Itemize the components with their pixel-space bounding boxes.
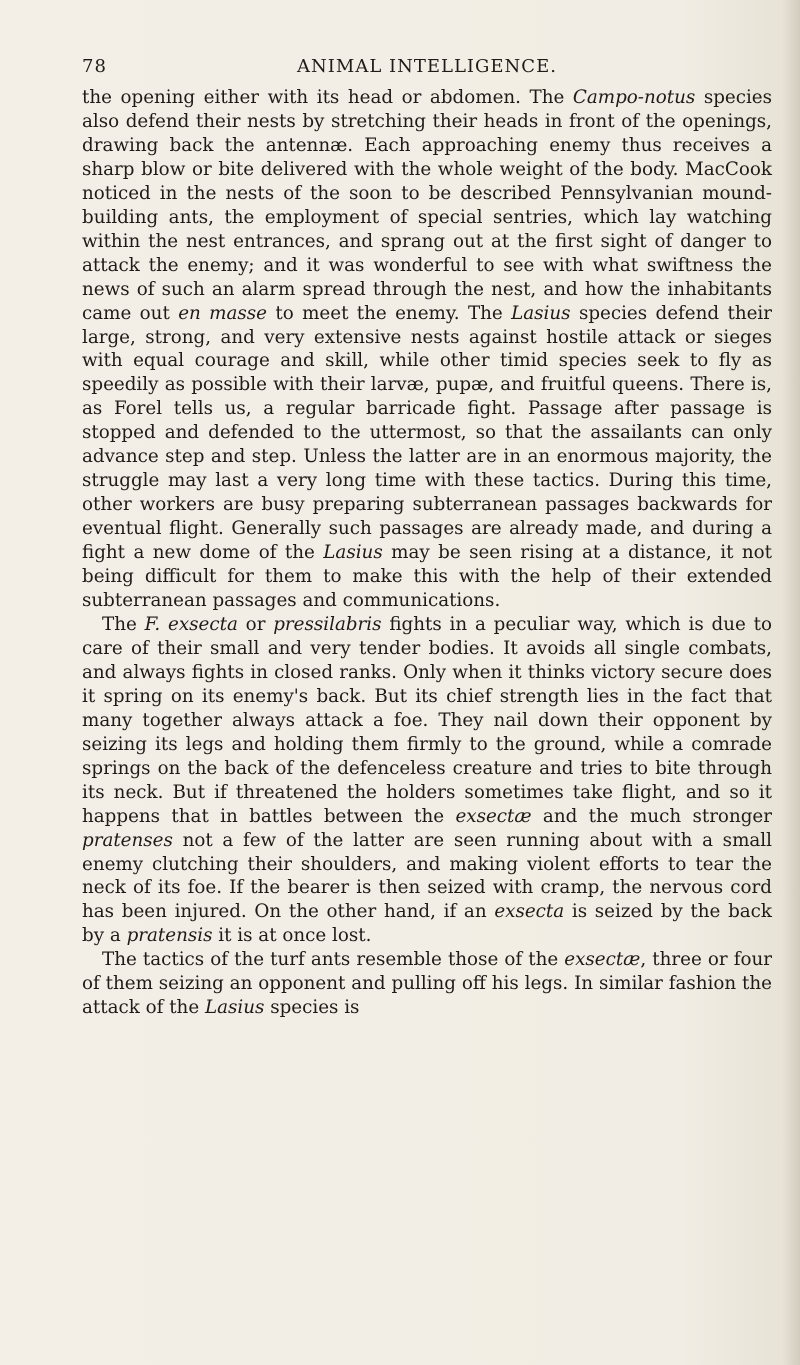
text-run: to meet the enemy. The: [266, 302, 512, 324]
text-run: it is at once lost.: [212, 925, 372, 947]
italic-term: Campo-notus: [572, 87, 696, 108]
text-run: The tactics of the turf ants resemble those of the: [102, 949, 565, 971]
italic-term: en masse: [178, 302, 267, 324]
paragraph: [82, 948, 772, 1020]
text-run: is seized by the back by a: [82, 901, 772, 947]
text-run: species also defend their nests by stretching their heads in front of the openings, drawing back the antennæ. Each approaching enemy thus receives a sharp blow or bite delivered with the whole weight of the body. MacCook noticed in the nests of the soon to be described Pennsylvanian mound-building ants, the employment of special sentries, which lay watching within the nest entrances, and sprang out at the first sight of danger to attack the enemy; and it was wonderful to see with what swiftness the news of such an alarm spread through the nest, and how the inhabitants came out: [82, 87, 773, 324]
text-run: species is: [264, 997, 360, 1019]
text-run: may be seen rising at a distance, it not being difficult for them to make this with the help of their extended subterranean passages and communications.: [82, 542, 772, 612]
running-head: ANIMAL INTELLIGENCE.: [297, 56, 557, 77]
italic-term: Lasius: [511, 302, 571, 324]
text-run: the opening either with its head or abdomen. The: [82, 87, 573, 108]
italic-term: pressilabris: [273, 613, 382, 635]
text-run: species defend their large, strong, and very extensive nests against hostile attack or sieges with equal courage and skill, while other timid species seek to fly as speedily as possible with their larvæ, pupæ, and fruitful queens. There is, as Forel tells us, a regular barricade fight. Passage after passage is stopped and defended to the uttermost, so that the assailants can only advance step and step. Unless the latter are in an enormous majority, the struggle may last a very long time with these tactics. During this time, other workers are busy preparing subterranean passages backwards for eventual flight. Generally such passages are already made, and during a fight a new dome of the: [82, 302, 772, 564]
text-run: , three or four of them seizing an opponent and pulling off his legs. In similar fashion the attack of the: [82, 949, 772, 1019]
italic-term: exsectæ: [455, 805, 532, 827]
italic-term: pratensis: [126, 925, 213, 947]
paragraph: [82, 613, 772, 948]
page-number: 78: [82, 56, 107, 77]
italic-term: Lasius: [323, 542, 383, 564]
text-run: not a few of the latter are seen running about with a small enemy clutching their shoulders, and making violent efforts to tear the neck of its foe. If the bearer is then seized with cramp, the nervous cord has been injured. On the other hand, if an: [82, 829, 772, 923]
text-run: and the much stronger: [531, 805, 772, 827]
italic-term: exsecta: [494, 901, 565, 923]
italic-term: exsectæ: [564, 949, 641, 971]
page-edge-shadow: [782, 0, 800, 1365]
text-run: The: [102, 613, 145, 635]
text-run: fights in a peculiar way, which is due to care of their small and very tender bodies. It avoids all single combats, and always fights in closed ranks. Only when it thinks victory secure does it spring on its enemy's back. But its chief strength lies in the fact that many together always attack a foe. They nail down their opponent by seizing its legs and holding them firmly to the ground, while a comrade springs on the back of the defenceless creature and tries to bite through its neck. But if threatened the holders sometimes take flight, and so it happens that in battles between the: [82, 613, 772, 827]
italic-term: F. exsecta: [144, 613, 238, 635]
body-text: [82, 86, 772, 1020]
paragraph: [82, 86, 772, 613]
italic-term: pratenses: [82, 829, 173, 851]
page-header: [82, 56, 772, 82]
italic-term: Lasius: [204, 997, 265, 1019]
text-run: or: [237, 613, 274, 635]
